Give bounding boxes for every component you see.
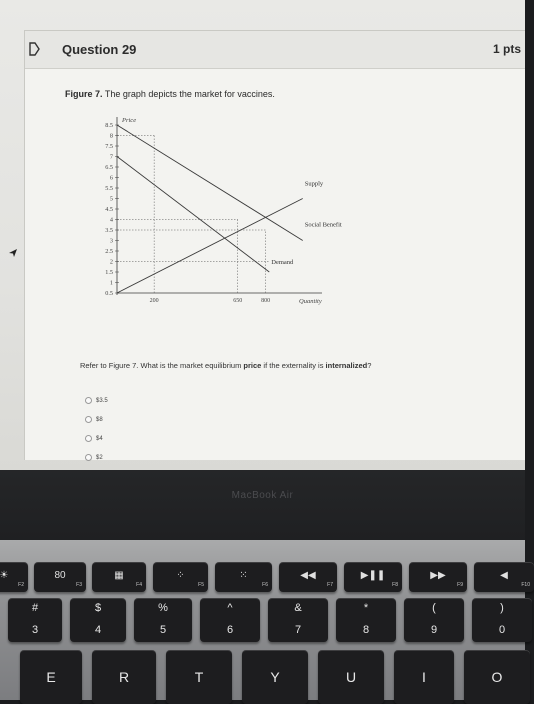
figure-label: Figure 7. bbox=[65, 89, 103, 99]
y-tick-label: 8 bbox=[109, 132, 113, 140]
flag-question-icon[interactable] bbox=[28, 42, 41, 56]
answer-label: $2 bbox=[96, 454, 103, 461]
question-header bbox=[25, 31, 525, 69]
figure-caption-text: The graph depicts the market for vaccines. bbox=[102, 89, 275, 99]
key-number: 4 bbox=[94, 624, 102, 636]
key-4[interactable] bbox=[70, 598, 126, 642]
key-symbol: & bbox=[294, 602, 302, 614]
prompt-text-2: if the externality is bbox=[261, 361, 326, 370]
key-number: 6 bbox=[226, 624, 234, 636]
x-axis-label: Quantity bbox=[299, 298, 322, 305]
key-letter: E bbox=[46, 669, 56, 685]
key-o[interactable] bbox=[464, 650, 530, 704]
question-points: 1 pts bbox=[492, 42, 521, 56]
key-number: 8 bbox=[362, 624, 370, 636]
key-y[interactable] bbox=[242, 650, 308, 704]
y-axis-label: Price bbox=[122, 117, 137, 124]
key-kbd-light-up[interactable] bbox=[215, 562, 272, 592]
key-r[interactable] bbox=[92, 650, 156, 704]
y-tick-label: 3 bbox=[109, 237, 113, 245]
key-i[interactable] bbox=[394, 650, 454, 704]
key-symbol: $ bbox=[94, 602, 102, 614]
key-symbol: ) bbox=[500, 602, 504, 614]
figure-caption bbox=[65, 89, 275, 99]
y-tick-label: 1.5 bbox=[105, 269, 113, 276]
y-tick-label: 2.5 bbox=[105, 248, 113, 255]
play-pause-icon: ▶❚❚ bbox=[360, 570, 386, 581]
y-tick-label: 6.5 bbox=[105, 164, 113, 171]
series-line-social-benefit bbox=[117, 125, 303, 241]
bezel-brand-label: MacBook Air bbox=[231, 490, 294, 501]
key-7[interactable] bbox=[268, 598, 328, 642]
key-label: F10 bbox=[521, 582, 530, 588]
key-symbol: * bbox=[363, 602, 369, 614]
key-number: 7 bbox=[294, 624, 302, 636]
x-tick-label: 650 bbox=[233, 298, 243, 304]
prompt-text-3: ? bbox=[367, 361, 372, 370]
key-0[interactable] bbox=[472, 598, 532, 642]
keyboard bbox=[0, 540, 530, 700]
key-label: F9 bbox=[457, 582, 463, 588]
key-5[interactable] bbox=[134, 598, 192, 642]
question-prompt bbox=[80, 361, 371, 370]
y-tick-label: 0.5 bbox=[105, 290, 113, 297]
key-letter: R bbox=[118, 669, 130, 685]
answer-option-4[interactable] bbox=[85, 448, 108, 467]
mute-icon: ◀ bbox=[500, 570, 508, 581]
key-letter: U bbox=[345, 669, 357, 685]
y-tick-label: 6 bbox=[109, 174, 113, 182]
key-label: F6 bbox=[262, 582, 268, 588]
prompt-bold-price: price bbox=[243, 361, 262, 370]
series-line-supply bbox=[117, 199, 303, 294]
y-tick-label: 7 bbox=[109, 153, 113, 161]
y-tick-label: 4 bbox=[109, 216, 113, 224]
key-number: 9 bbox=[430, 624, 438, 636]
key-symbol: ^ bbox=[227, 602, 233, 614]
key-mute[interactable] bbox=[474, 562, 534, 592]
answer-option-3[interactable] bbox=[85, 429, 108, 448]
laptop-bezel bbox=[0, 470, 525, 540]
key-label: F3 bbox=[76, 582, 82, 588]
y-tick-label: 3.5 bbox=[105, 227, 113, 234]
answer-label: $4 bbox=[96, 435, 103, 442]
answer-label: $3.5 bbox=[96, 397, 108, 404]
key-8[interactable] bbox=[336, 598, 396, 642]
answer-label: $8 bbox=[96, 416, 103, 423]
keyboard-light-down-icon: ⁘ bbox=[176, 570, 185, 581]
series-label-supply: Supply bbox=[304, 180, 324, 188]
y-tick-label: 5 bbox=[109, 195, 113, 203]
prompt-bold-internalized: internalized bbox=[325, 361, 368, 370]
market-graph bbox=[65, 113, 342, 323]
series-label-demand: Demand bbox=[271, 259, 294, 266]
key-9[interactable] bbox=[404, 598, 464, 642]
key-rewind[interactable] bbox=[279, 562, 337, 592]
chart-layer bbox=[105, 117, 342, 305]
key-symbol: # bbox=[31, 602, 39, 614]
key-u[interactable] bbox=[318, 650, 384, 704]
question-title: Question 29 bbox=[62, 42, 137, 57]
radio-button[interactable] bbox=[85, 454, 92, 461]
x-tick-label: 200 bbox=[149, 298, 159, 304]
y-tick-label: 1 bbox=[109, 279, 113, 287]
key-label: F7 bbox=[327, 582, 333, 588]
key-label: F5 bbox=[198, 582, 204, 588]
keyboard-light-up-icon: ⁙ bbox=[239, 570, 248, 581]
key-play-pause[interactable] bbox=[344, 562, 402, 592]
key-letter: O bbox=[491, 669, 503, 685]
launchpad-icon: ▦ bbox=[114, 570, 124, 581]
y-tick-label: 4.5 bbox=[105, 206, 113, 213]
mouse-cursor-icon bbox=[8, 248, 18, 258]
key-number: 5 bbox=[159, 624, 167, 636]
key-letter: I bbox=[422, 669, 426, 685]
series-label-social-benefit: Social Benefit bbox=[304, 221, 342, 229]
key-fast-forward[interactable] bbox=[409, 562, 467, 592]
key-3[interactable] bbox=[8, 598, 62, 642]
y-tick-label: 5.5 bbox=[105, 185, 113, 192]
key-t[interactable] bbox=[166, 650, 232, 704]
key-mission-control[interactable] bbox=[34, 562, 86, 592]
brightness-icon: ☀ bbox=[0, 570, 9, 581]
rewind-icon: ◀◀ bbox=[300, 570, 316, 581]
answer-options bbox=[85, 391, 108, 467]
key-letter: Y bbox=[270, 669, 280, 685]
y-tick-label: 2 bbox=[109, 258, 113, 266]
fast-forward-icon: ▶▶ bbox=[430, 570, 446, 581]
key-e[interactable] bbox=[20, 650, 82, 704]
x-tick-label: 800 bbox=[261, 298, 271, 304]
radio-button[interactable] bbox=[85, 397, 92, 404]
radio-button[interactable] bbox=[85, 416, 92, 423]
key-6[interactable] bbox=[200, 598, 260, 642]
key-kbd-light-down[interactable] bbox=[153, 562, 208, 592]
answer-option-1[interactable] bbox=[85, 391, 108, 410]
y-tick-label: 7.5 bbox=[105, 143, 113, 150]
key-symbol: ( bbox=[432, 602, 436, 614]
question-card bbox=[24, 30, 525, 460]
key-launchpad[interactable] bbox=[92, 562, 146, 592]
key-brightness-up[interactable] bbox=[0, 562, 28, 592]
key-symbol: % bbox=[158, 602, 168, 614]
answer-option-2[interactable] bbox=[85, 410, 108, 429]
radio-button[interactable] bbox=[85, 435, 92, 442]
key-letter: T bbox=[194, 669, 204, 685]
prompt-text-1: Refer to Figure 7. What is the market equilibrium bbox=[80, 361, 244, 370]
key-number: 3 bbox=[31, 624, 39, 636]
key-label: F8 bbox=[392, 582, 398, 588]
y-tick-label: 8.5 bbox=[105, 122, 113, 129]
mission-control-icon: 80 bbox=[54, 570, 66, 581]
key-label: F2 bbox=[18, 582, 24, 588]
key-number: 0 bbox=[498, 624, 506, 636]
key-label: F4 bbox=[136, 582, 142, 588]
